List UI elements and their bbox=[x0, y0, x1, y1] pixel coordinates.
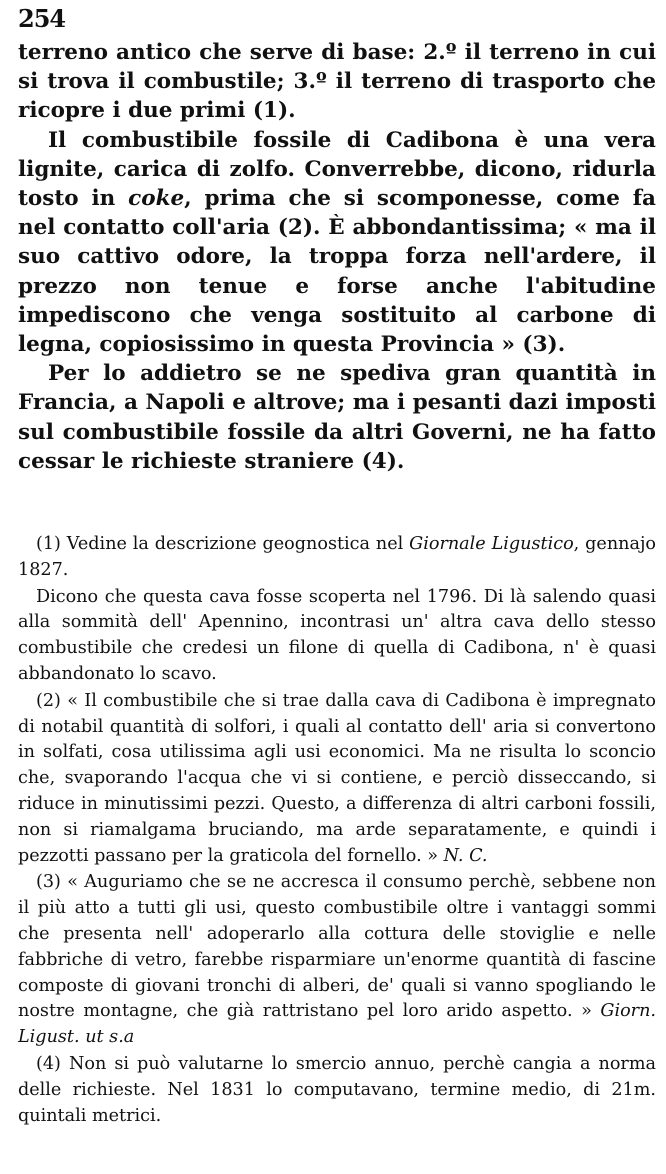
footnote-1-date: , gennajo 1827. bbox=[18, 534, 657, 580]
paragraph-2-italic: coke bbox=[128, 186, 185, 212]
footnote-1 bbox=[18, 532, 656, 584]
footnote-2-signature: N. C. bbox=[443, 845, 488, 866]
paragraph-2-rest: , prima che si scomponesse, come fa nel contatto coll'aria (2). È abbondantissima; « ma il suo cattivo odore, la troppa forza nell'ardere, il prezzo non tenue e forse anche l'abitudine impediscono che venga sostituito al carbone di legna, copiosissimo in questa Provincia » (3). bbox=[18, 186, 656, 358]
footnote-3-signature: Giorn. Ligust. ut s.a bbox=[18, 1001, 657, 1048]
footnote-1-text: (1) Vedine la descrizione geognostica nel bbox=[36, 534, 404, 554]
main-text bbox=[18, 38, 656, 476]
footnote-2-text: (2) « Il combustibile che si trae dalla cava di Cadibona è impregnato di notabil quantità di solfori, i quali al contatto dell' aria si convertono in solfati, cosa utilissima agli usi economici. Ma ne risulta lo sconcio che, svaporando l'acqua che vi si contiene, e perciò disseccando, si riduce in minutissimi pezzi. Questo, a differenza di altri carboni fossili, non si riamalgama bruciando, ma arde separatamente, e quindi i pezzotti passano per la graticola del fornello. » bbox=[18, 690, 656, 866]
paragraph-3: Per lo addietro se ne spediva gran quantità in Francia, a Napoli e altrove; ma i pesanti dazi imposti sul combustibile fossile da altri Governi, ne ha fatto cessar le richieste straniere (4). bbox=[18, 361, 656, 474]
footnote-3 bbox=[18, 870, 656, 1051]
footnote-1-journal: Giornale Ligustico bbox=[409, 534, 574, 554]
footnote-4: (4) Non si può valutarne lo smercio annuo, perchè cangia a norma delle richieste. Nel 1831 lo computavano, termine medio, di 21m. quintali metrici. bbox=[18, 1053, 656, 1126]
page-number: 254 bbox=[18, 4, 66, 33]
footnote-2 bbox=[18, 689, 656, 870]
footnotes bbox=[18, 532, 656, 1129]
paragraph-2-text: Il combustibile fossile di Cadibona è una vera lignite, carica di zolfo. Converrebbe, dicono, ridurla tosto in bbox=[18, 127, 656, 212]
footnote-1-continuation: Dicono che questa cava fosse scoperta nel 1796. Di là salendo quasi alla sommità dell' Apennino, incontrasi un' altra cava dello stesso combustibile che credesi un filone di quella di Cadibona, n' è quasi abbandonato lo scavo. bbox=[18, 586, 656, 684]
footnote-3-text: (3) « Auguriamo che se ne accresca il consumo perchè, sebbene non il più atto a tutti gli usi, questo combustibile oltre i vantaggi sommi che presenta nell' adoperarlo alla cottura delle stoviglie e nelle fabbriche di vetro, farebbe risparmiare un'enorme quantità di fascine composte di giovani tronchi di alberi, de' quali si vanno spogliando le nostre montagne, che già rattristano pel loro arido aspetto. » bbox=[18, 872, 656, 1022]
paragraph-1: terreno antico che serve di base: 2.º il terreno in cui si trova il combustile; 3.º il terreno di trasporto che ricopre i due primi (1). bbox=[18, 40, 656, 124]
paragraph-2 bbox=[18, 126, 656, 360]
